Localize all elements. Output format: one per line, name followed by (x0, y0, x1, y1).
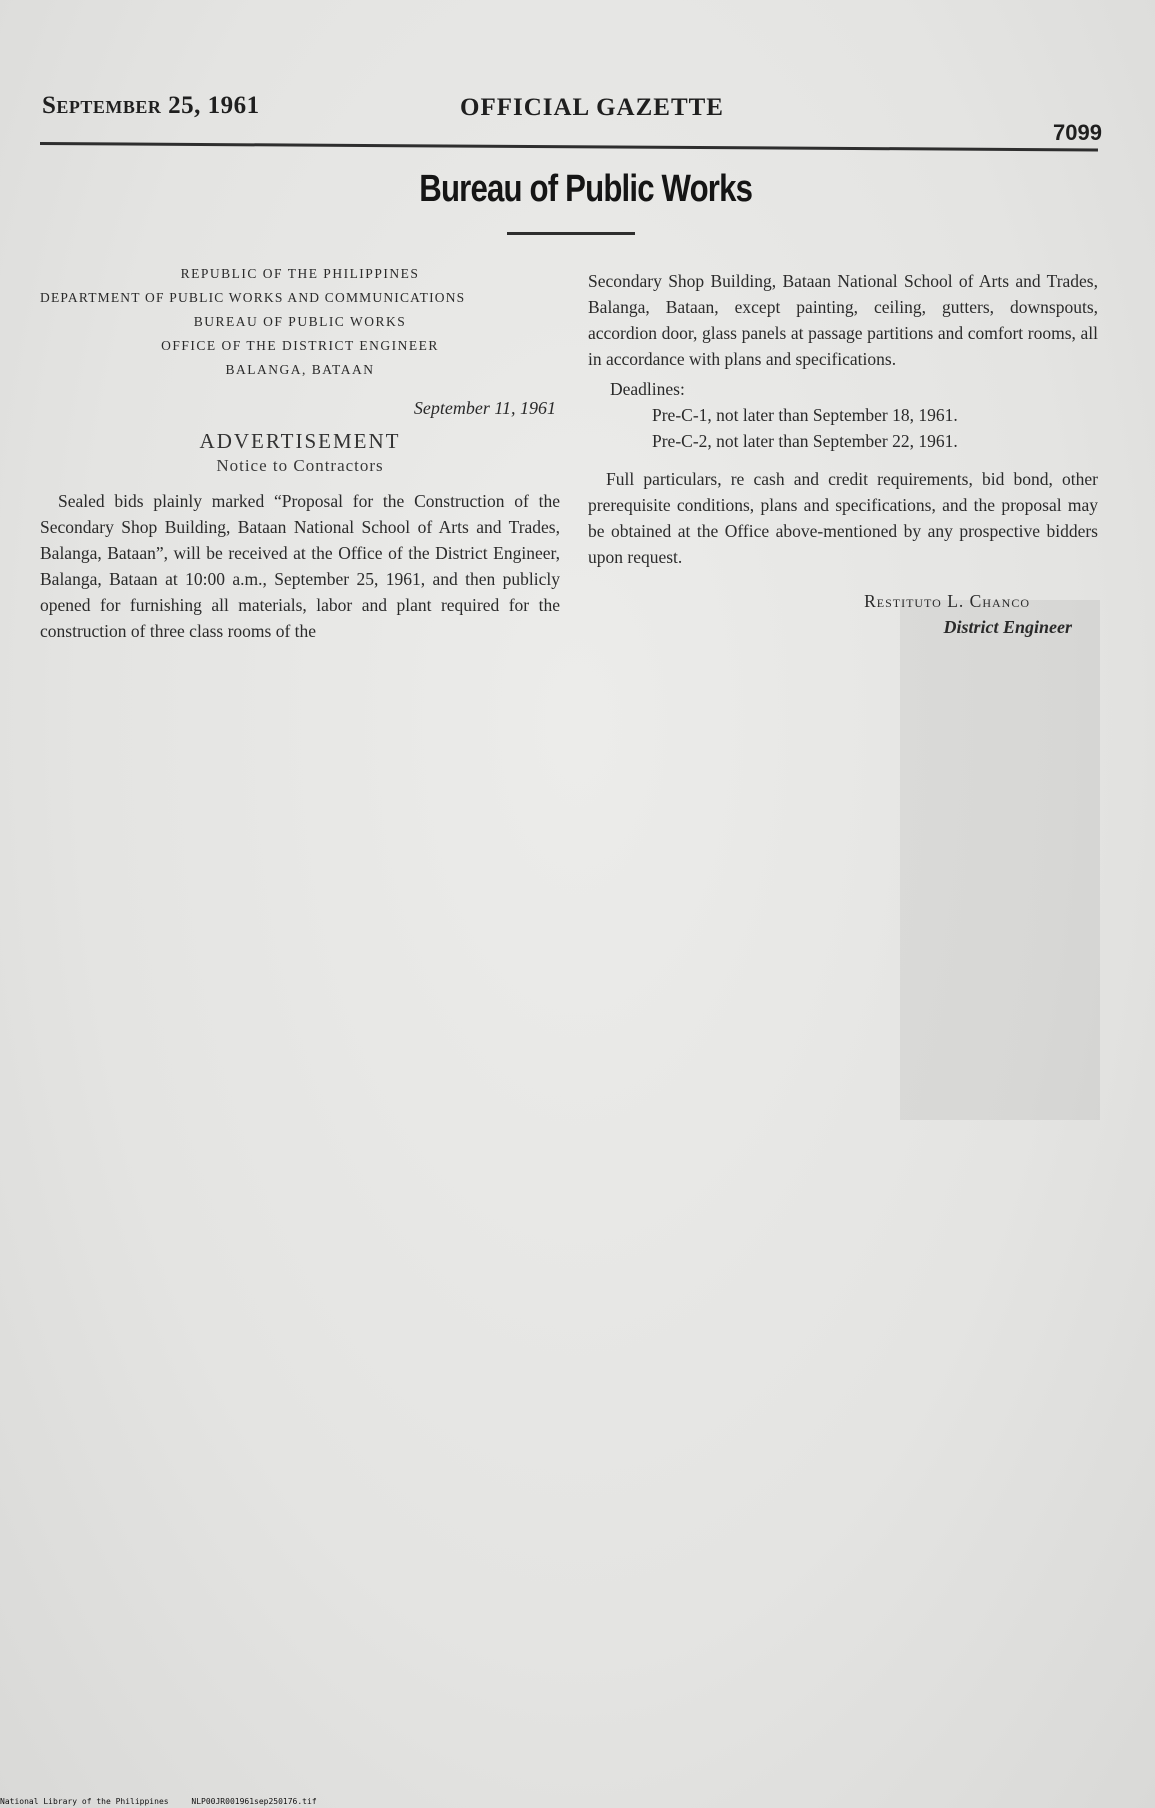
deadline-item: Pre-C-2, not later than September 22, 1961. (652, 431, 958, 451)
header-date: September 25, 1961 (42, 92, 260, 119)
body-paragraph: Sealed bids plainly marked “Proposal for the Construction of the Secondary Shop Building, Bataan National School of Arts and Trades, Balanga, Bataan”, will be received at the Office of the District Engineer, Balanga, Bataan at 10:00 a.m., September 25, 1961, and then publicly opened for furnishing all materials, labor and plant required for the construction of three class rooms of the (40, 491, 560, 641)
letterhead-line: REPUBLIC OF THE PHILIPPINES (180, 266, 420, 281)
scan-footer (0, 1797, 317, 1806)
title-underline (507, 232, 635, 235)
footer-library: National Library of the Philippines (0, 1797, 169, 1806)
signatory-name: Restituto L. Chanco (864, 591, 1030, 611)
right-column (588, 268, 1098, 640)
body-paragraph-continued: Secondary Shop Building, Bataan National School of Arts and Trades, Balanga, Bataan, except painting, ceiling, gutters, downspouts, accordion door, glass panels at passage partitions and comfort rooms, all in accordance with plans and specifications. (588, 271, 1098, 369)
advertisement-title: ADVERTISEMENT (199, 429, 401, 453)
signature-block (588, 588, 1098, 640)
section-title: Bureau of Public Works (419, 168, 753, 210)
bleed-through-shadow (900, 600, 1100, 1120)
publication-title: OFFICIAL GAZETTE (460, 94, 724, 121)
left-column (40, 262, 560, 644)
footer-filename: NLP00JR001961sep250176.tif (191, 1797, 317, 1806)
letterhead-line: DEPARTMENT OF PUBLIC WORKS AND COMMUNICATIONS (40, 290, 466, 305)
deadline-item: Pre-C-1, not later than September 18, 1961. (652, 405, 958, 425)
signatory-title: District Engineer (943, 617, 1072, 637)
page-number: 7099 (1053, 120, 1102, 145)
advertisement-subtitle: Notice to Contractors (216, 456, 384, 475)
body-paragraph: Full particulars, re cash and credit requirements, bid bond, other prerequisite conditions, plans and specifications, and the proposal may be obtained at the Office above-mentioned by any prospective bidders upon request. (588, 469, 1098, 567)
deadlines-label: Deadlines: (610, 379, 685, 399)
letterhead-line: BUREAU OF PUBLIC WORKS (193, 314, 407, 329)
notice-date: September 11, 1961 (413, 398, 556, 418)
running-header (42, 92, 1102, 145)
letterhead-line: BALANGA, BATAAN (225, 362, 375, 377)
letterhead-line: OFFICE OF THE DISTRICT ENGINEER (161, 338, 439, 353)
letterhead (40, 262, 560, 382)
header-rule (40, 142, 1098, 151)
